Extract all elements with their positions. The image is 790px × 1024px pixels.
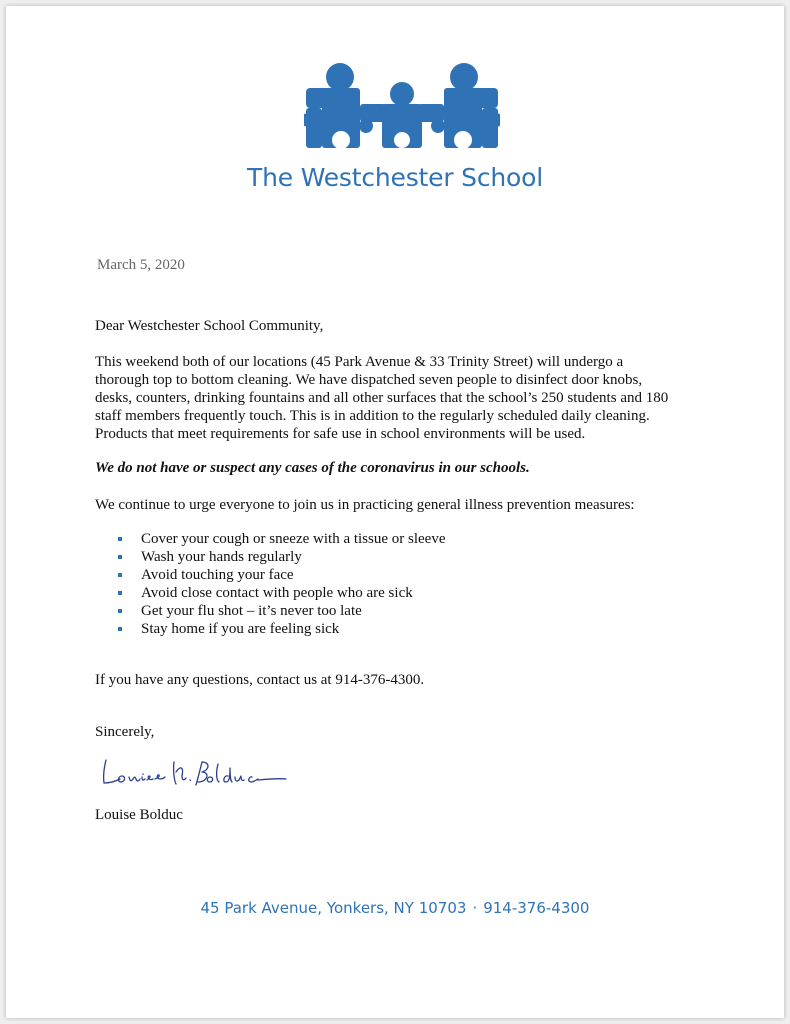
three-puzzle-people-logo <box>304 60 500 150</box>
footer-contact <box>6 899 784 917</box>
paragraph-line: This weekend both of our locations (45 Park Avenue & 33 Trinity Street) will undergo a <box>95 354 624 370</box>
signer-name: Louise Bolduc <box>95 807 183 823</box>
list-item <box>116 548 446 566</box>
measure-text: Wash your hands regularly <box>141 549 302 565</box>
list-item <box>116 530 446 548</box>
measure-text: Avoid touching your face <box>141 567 294 583</box>
bullet-icon <box>118 555 122 559</box>
paragraph-cleaning <box>95 353 695 443</box>
measure-text: Get your flu shot – it’s never too late <box>141 603 362 619</box>
list-item <box>116 566 446 584</box>
prevention-measures-list <box>116 530 446 638</box>
list-item <box>116 620 446 638</box>
paragraph-line: thorough top to bottom cleaning. We have dispatched seven people to disinfect door knobs, <box>95 372 643 388</box>
list-item <box>116 584 446 602</box>
paragraph-line: Products that meet requirements for safe use in school environments will be used. <box>95 426 586 442</box>
measure-text: Cover your cough or sneeze with a tissue or sleeve <box>141 531 446 547</box>
contact-line: If you have any questions, contact us at 914-376-4300. <box>95 672 425 688</box>
footer-phone: 914-376-4300 <box>483 899 590 917</box>
footer-address: 45 Park Avenue, Yonkers, NY 10703 <box>200 899 467 917</box>
closing: Sincerely, <box>95 724 155 740</box>
measure-text: Avoid close contact with people who are sick <box>141 585 413 601</box>
letter-page <box>6 6 784 1018</box>
salutation: Dear Westchester School Community, <box>95 318 324 334</box>
bullet-icon <box>118 627 122 631</box>
footer-separator: · <box>472 899 478 917</box>
prevention-intro: We continue to urge everyone to join us in practicing general illness prevention measures: <box>95 497 635 513</box>
coronavirus-notice: We do not have or suspect any cases of the coronavirus in our schools. <box>95 460 530 476</box>
bullet-icon <box>118 537 122 541</box>
paragraph-line: staff members frequently touch. This is in addition to the regularly scheduled daily cleaning. <box>95 408 650 424</box>
list-item <box>116 602 446 620</box>
bullet-icon <box>118 609 122 613</box>
letter-date: March 5, 2020 <box>97 257 185 273</box>
paragraph-line: desks, counters, drinking fountains and all other surfaces that the school’s 250 students and 180 <box>95 390 669 406</box>
bullet-icon <box>118 573 122 577</box>
measure-text: Stay home if you are feeling sick <box>141 621 340 637</box>
school-name: The Westchester School <box>247 163 543 192</box>
bullet-icon <box>118 591 122 595</box>
handwritten-signature <box>98 750 298 790</box>
